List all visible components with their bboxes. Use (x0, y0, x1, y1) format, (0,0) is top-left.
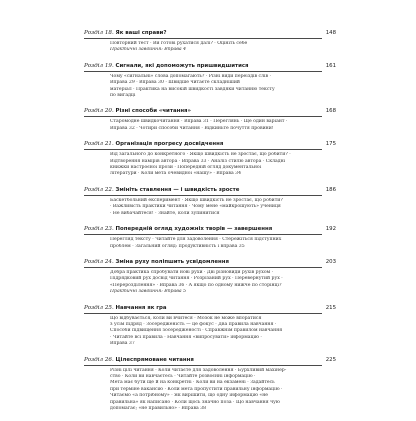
description-line: Баскетбольний експеримент · Якщо швидкість не зростає, що робити? (110, 197, 283, 203)
description-line: допомагає; «не правильно» · Вправа 38 (110, 406, 207, 411)
chapter-title: Змініть ставлення — і швидкість зросте (115, 186, 240, 193)
chapter-heading (84, 62, 336, 72)
chapter-number: Розділ 26. (84, 356, 114, 363)
description-line: · Читайте всі правила · Навчання «випросувати» інформацію · (110, 334, 262, 340)
chapter-page-number: 161 (325, 62, 336, 69)
description-line: Що відбувається, коли ви вчитеся · Мозок не може впоратися (110, 315, 262, 321)
chapter-heading (84, 356, 336, 366)
chapter-title: Різні способи «читання» (115, 108, 191, 115)
description-line: матеріал · Практика на високій швидкості завдяки читанню тексту (110, 86, 275, 92)
chapter-number: Розділ 23. (84, 226, 114, 233)
toc-chapter (84, 356, 336, 413)
chapter-heading (84, 108, 336, 117)
chapter-page-number: 203 (325, 258, 336, 265)
description-line: · Важливість практики читання · Чому мене «майкрошують» учениця (110, 204, 281, 210)
toc-chapter (84, 30, 336, 54)
description-line: з усім підряд · Зосередженість — це фокус · Два правила навчання · (110, 321, 277, 327)
chapter-number: Розділ 21. (84, 141, 114, 148)
chapter-heading (84, 186, 336, 196)
chapter-heading (84, 304, 336, 314)
practice-tasks-line: Практичні завдання: Вправа 4 (110, 47, 187, 53)
description-line: по вигадці (110, 93, 136, 99)
chapter-page-number: 186 (325, 186, 336, 193)
chapter-description (84, 117, 322, 132)
description-line: Підрядковий рух досвід читання · Розрізаний рух · Перевернутий рух · (110, 276, 283, 282)
chapter-description (84, 314, 322, 348)
chapter-title: Зміна руху поліпшить усвідомлення (115, 258, 229, 265)
chapter-number: Розділ 18. (84, 30, 114, 36)
chapter-page-number: 215 (325, 304, 336, 311)
description-line: книжки настроєної прози · Попередній огляд документальної (110, 165, 262, 171)
description-line: проблем · Загальний огляд: продуктивність і вправа 35 (110, 243, 245, 249)
description-line: літератури · Коли мета очевидної «нашу» · Вправа 34 (110, 171, 242, 177)
chapter-number: Розділ 24. (84, 258, 114, 265)
description-line: Перегляд тексту · Читайте для задоволення · Стережіться підступних (110, 237, 282, 243)
description-line: Старомодне швидкочитання · Вправа 31 · Переглянь · Ще один варіант · (110, 119, 288, 125)
toc-chapter (84, 141, 336, 178)
chapter-number: Розділ 19. (84, 62, 114, 69)
chapter-description (84, 235, 322, 250)
chapter-page-number: 192 (325, 226, 336, 233)
chapter-title: Як ваші справи? (115, 30, 167, 36)
description-line: при терміне вакансію · Коли мета пропустити правильну інформацію · (110, 386, 283, 392)
chapter-heading (84, 226, 336, 235)
description-line: Повторний тест · Ви готові рухатися далі? · Оцініть себе (110, 41, 248, 46)
chapter-heading (84, 141, 336, 150)
table-of-contents (84, 30, 336, 421)
chapter-number: Розділ 22. (84, 186, 114, 193)
description-line: Вправа 32 · Чотири способи читання · Відкиньте почуття провини! (110, 125, 274, 131)
description-line: правильна» як написано · Коли щось значно поза · Що навчання чую (110, 399, 280, 405)
chapter-title: Сигнали, які допоможуть пришвидшитися (115, 62, 249, 69)
description-line: Чому «сигнальні» слова допомагають? · Різні види переїздів слів · (110, 73, 272, 79)
chapter-description (84, 366, 322, 413)
description-line: Мета має бути ще й на конкретні · Коли ви на екзамені · Задайтесь (110, 380, 275, 386)
chapter-description (84, 39, 322, 54)
description-line: ство · Коли ви навчаєтесь · Читайте розвоєнні інформацію · (110, 373, 256, 379)
toc-chapter (84, 186, 336, 217)
chapter-page-number: 148 (325, 30, 336, 36)
chapter-title: Навчання як гра (115, 304, 167, 311)
description-line: Відтворення намірів автора · Вправа 33 · Аналіз стилю автора · Складні (110, 158, 286, 164)
toc-chapter (84, 108, 336, 132)
practice-tasks-line: Практичні завдання: Вправа 5 (110, 289, 187, 295)
chapter-description (84, 72, 322, 100)
description-line: Вправа 29 · Вправа 30 · Швидше читаєте складніший (110, 80, 240, 86)
chapter-number: Розділ 20. (84, 108, 114, 115)
chapter-heading (84, 258, 336, 268)
description-line: Способи підвищення зосередженості · Справжнім правилом навчання (110, 328, 283, 334)
chapter-title: Цілеспрямоване читання (115, 356, 194, 363)
chapter-page-number: 225 (325, 356, 336, 363)
description-line: Читаємо «а потрібному» · Як вирішити, що одну інформацію «не (110, 393, 269, 399)
description-line: Різні цілі читання · Коли читаєте для задоволення · Бурхливий махінер- (110, 367, 287, 373)
chapter-page-number: 175 (325, 141, 336, 148)
description-line: «Перерозділення» · Вправа 36 · А якщо по одному нижче по сторінці? (110, 282, 282, 288)
description-line: Від загального до конкретного · Якщо швидкість не зростає, що робити? · (110, 152, 291, 158)
chapter-description (84, 196, 322, 217)
toc-chapter (84, 304, 336, 348)
toc-chapter (84, 62, 336, 100)
description-line: Вправа 37 (110, 341, 135, 347)
chapter-description (84, 268, 322, 296)
description-line: · Не вибачайтеся! · Знайте, коли зупинитися (110, 210, 220, 216)
chapter-number: Розділ 25. (84, 304, 114, 311)
toc-chapter (84, 258, 336, 296)
chapter-heading (84, 30, 336, 39)
description-line: Добра практика спробувати нові рухи · Дві різновиди рухів рухом · (110, 269, 274, 275)
chapter-title: Попередній огляд художніх творів — завершення (115, 226, 273, 233)
chapter-title: Організація прогресу досвідчення (115, 141, 224, 148)
chapter-page-number: 168 (325, 108, 336, 115)
toc-chapter (84, 226, 336, 250)
chapter-description (84, 150, 322, 178)
